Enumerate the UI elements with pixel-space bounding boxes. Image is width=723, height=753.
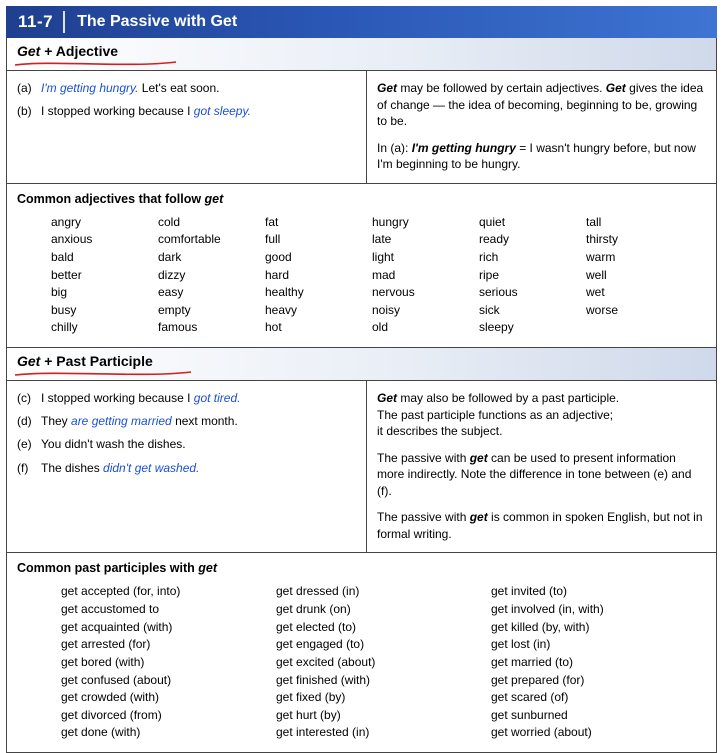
chart-number: 11-7 (18, 12, 54, 31)
adjective-item: late (372, 232, 392, 247)
adjective-item: healthy (265, 285, 304, 300)
examples-row-participle (7, 381, 716, 553)
adjective-item: worse (586, 302, 619, 317)
examples-left-adjective (7, 71, 367, 183)
participle-item: get interested (in) (276, 725, 370, 740)
example-c (17, 390, 358, 406)
adjective-item: old (372, 320, 389, 335)
adjective-item: famous (158, 320, 198, 335)
adjective-item: wet (586, 285, 605, 300)
section-label-get-adjective: Get + Adjective (17, 43, 119, 59)
note-3: The passive with get is common in spoken English, but not in formal writing. (377, 510, 703, 541)
participle-item: get acquainted (with) (61, 619, 173, 634)
participle-item: get killed (by, with) (491, 619, 590, 634)
adjective-column (479, 214, 586, 337)
red-underline-annotation-2 (13, 369, 193, 378)
adjective-column (51, 214, 158, 337)
adjective-item: dark (158, 249, 182, 264)
example-f (17, 460, 358, 476)
adjective-item: quiet (479, 214, 506, 229)
adjective-item: mad (372, 267, 396, 282)
adjective-item: dizzy (158, 267, 186, 282)
note-1: Get may be followed by certain adjectives. Get gives the idea of change — the idea of becoming, beginning to be, growing to be. (377, 81, 704, 129)
example-tag: (d) (17, 414, 32, 429)
grammar-chart-page (0, 6, 723, 740)
example-text: I stopped working because I got sleepy. (41, 104, 251, 119)
adjective-item: fat (265, 214, 279, 229)
adjective-item: anxious (51, 232, 93, 247)
adjective-item: warm (586, 249, 616, 264)
adjective-item: better (51, 267, 82, 282)
participle-item: get bored (with) (61, 654, 145, 669)
adjective-item: comfortable (158, 232, 221, 247)
example-text: I'm getting hungry. Let's eat soon. (41, 81, 220, 95)
adjective-item: sick (479, 302, 500, 317)
header-divider (63, 11, 65, 33)
note-2: The passive with get can be used to present information more indirectly. Note the difference in tone between (e) and (f). (377, 450, 692, 498)
common-participles-block (7, 553, 716, 752)
chart-body (6, 38, 717, 753)
participle-item: get prepared (for) (491, 672, 585, 687)
example-highlight: didn't get washed. (103, 460, 200, 475)
example-highlight: I'm getting hungry. (41, 81, 139, 95)
example-e (17, 436, 358, 452)
example-d (17, 413, 358, 429)
adjective-item: cold (158, 214, 181, 229)
example-tag: (f) (17, 460, 29, 475)
red-underline-annotation-1 (13, 59, 178, 68)
adjective-columns (17, 214, 706, 337)
example-highlight: got sleepy. (193, 104, 251, 119)
participle-item: get accepted (for, into) (61, 584, 181, 599)
participle-item: get sunburned (491, 707, 568, 722)
participle-item: get excited (about) (276, 654, 376, 669)
participle-item: get done (with) (61, 725, 141, 740)
participle-item: get married (to) (491, 654, 574, 669)
participle-item: get invited (to) (491, 584, 568, 599)
adjective-column (586, 214, 693, 337)
adjective-item: full (265, 232, 281, 247)
example-tag: (a) (17, 81, 32, 95)
chart-title: The Passive with Get (77, 13, 238, 30)
participle-item: get hurt (by) (276, 707, 341, 722)
examples-left-participle (7, 381, 367, 552)
example-highlight: got tired. (193, 391, 241, 406)
common-adjectives-heading: Common adjectives that follow get (17, 191, 224, 206)
adjective-item: light (372, 249, 395, 264)
section-label-get-past-participle: Get + Past Participle (17, 353, 153, 370)
adjective-item: hot (265, 320, 282, 335)
example-text: They are getting married next month. (41, 414, 238, 429)
participle-item: get involved (in, with) (491, 602, 604, 617)
participle-item: get scared (of) (491, 690, 569, 705)
participle-item: get worried (about) (491, 725, 592, 740)
adjective-item: ripe (479, 267, 500, 282)
adjective-item: empty (158, 302, 191, 317)
adjective-item: good (265, 249, 292, 264)
example-highlight: are getting married (71, 414, 172, 429)
adjective-item: ready (479, 232, 510, 247)
participle-item: get arrested (for) (61, 637, 151, 652)
adjective-item: well (586, 267, 607, 282)
adjective-item: busy (51, 302, 77, 317)
adjective-column (372, 214, 479, 337)
participle-column (491, 583, 706, 742)
participle-item: get accustomed to (61, 602, 160, 617)
notes-right-participle (367, 381, 716, 552)
participle-item: get engaged (to) (276, 637, 365, 652)
participle-item: get dressed (in) (276, 584, 360, 599)
adjective-item: easy (158, 285, 184, 300)
example-tag: (b) (17, 104, 32, 119)
notes-right-adjective (367, 71, 716, 183)
participle-item: get divorced (from) (61, 707, 162, 722)
adjective-item: noisy (372, 302, 401, 317)
example-text: You didn't wash the dishes. (41, 437, 186, 452)
adjective-item: serious (479, 285, 518, 300)
participle-item: get drunk (on) (276, 602, 351, 617)
participle-item: get crowded (with) (61, 690, 160, 705)
adjective-item: rich (479, 249, 499, 264)
participle-item: get lost (in) (491, 637, 551, 652)
adjective-item: big (51, 285, 68, 300)
adjective-item: angry (51, 214, 82, 229)
participle-columns (17, 583, 706, 742)
adjective-item: thirsty (586, 232, 619, 247)
participle-item: get elected (to) (276, 619, 357, 634)
adjective-item: heavy (265, 302, 298, 317)
note-2: In (a): I'm getting hungry = I wasn't hungry before, but now I'm beginning to be hungry. (377, 140, 696, 172)
section-band-get-adjective (7, 38, 716, 71)
note-1: Get may also be followed by a past participle. The past participle functions as an adjective; it describes the subject. (377, 391, 620, 439)
adjective-item: bald (51, 249, 74, 264)
adjective-item: hungry (372, 214, 409, 229)
section-band-get-past-participle (7, 348, 716, 381)
examples-row-adjective (7, 71, 716, 184)
example-text: I stopped working because I got tired. (41, 391, 241, 406)
example-tag: (c) (17, 391, 31, 406)
adjective-item: tall (586, 214, 602, 229)
example-a (17, 80, 358, 96)
participle-column (276, 583, 491, 742)
adjective-column (158, 214, 265, 337)
participle-column (61, 583, 276, 742)
example-b (17, 103, 358, 119)
adjective-item: nervous (372, 285, 415, 300)
adjective-column (265, 214, 372, 337)
adjective-item: hard (265, 267, 290, 282)
participle-item: get fixed (by) (276, 690, 346, 705)
adjective-item: sleepy (479, 320, 514, 335)
example-tag: (e) (17, 437, 32, 452)
common-participles-heading: Common past participles with get (17, 561, 218, 576)
adjective-item: chilly (51, 320, 78, 335)
participle-item: get finished (with) (276, 672, 371, 687)
example-text: The dishes didn't get washed. (41, 460, 200, 475)
participle-item: get confused (about) (61, 672, 172, 687)
chart-header (6, 6, 717, 38)
common-adjectives-block (7, 184, 716, 348)
